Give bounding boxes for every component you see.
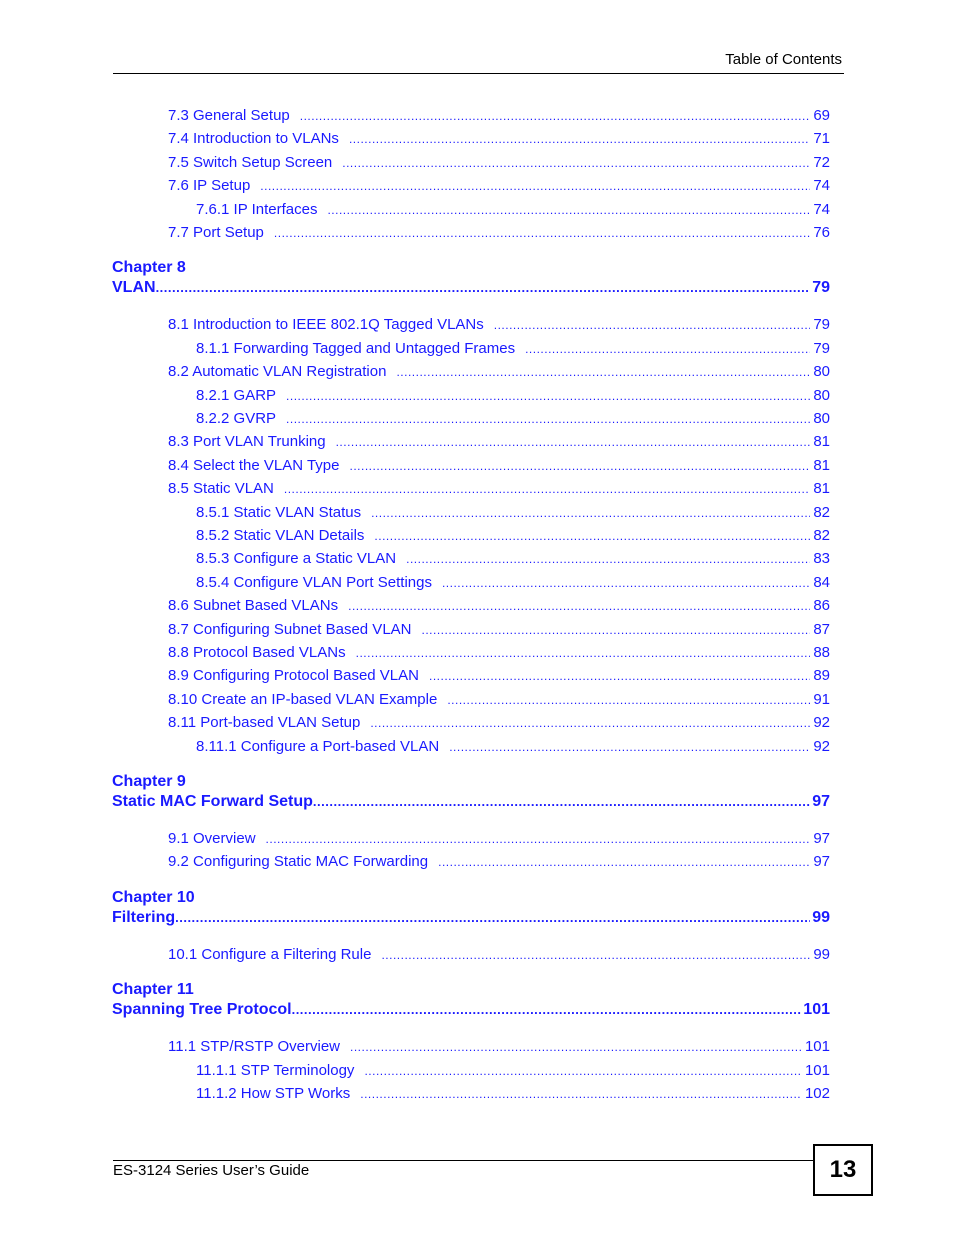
toc-entry-link[interactable]: [196, 201, 830, 218]
toc-entry-link[interactable]: [168, 597, 830, 614]
chapter-label[interactable]: Chapter 10: [112, 888, 195, 906]
toc-entry-page: 101: [804, 1038, 830, 1056]
page-number: 13: [829, 1156, 857, 1183]
toc-entry-link[interactable]: [168, 177, 830, 194]
toc-entry-page: 76: [813, 224, 830, 241]
toc-entry-page: 69: [813, 107, 830, 124]
toc-entry-title: 7.6 IP Setup: [168, 177, 251, 195]
toc-entry-page: 99: [813, 945, 830, 963]
toc-entry-page: 74: [813, 177, 830, 195]
chapter-title-link[interactable]: [112, 909, 830, 927]
toc-entry-title: 8.1.1 Forwarding Tagged and Untagged Frames: [196, 339, 516, 357]
toc-entry-title: 11.1.1 STP Terminology: [196, 1061, 355, 1079]
toc-entry-page: 80: [813, 363, 830, 381]
footer-rule: [113, 1160, 813, 1161]
toc-entry-title: 11.1.2 How STP Works: [196, 1085, 351, 1102]
dot-leader: [260, 177, 810, 194]
toc-entry-title: 8.4 Select the VLAN Type: [168, 456, 340, 474]
chapter-page: 99: [812, 908, 830, 926]
toc-entry-title: 9.2 Configuring Static MAC Forwarding: [168, 853, 429, 871]
dot-leader: [370, 714, 810, 731]
chapter-title: VLAN: [112, 279, 156, 297]
toc-entry-link[interactable]: [196, 1085, 830, 1102]
dot-leader: [525, 340, 810, 357]
toc-entry-page: 97: [813, 830, 830, 847]
dot-leader: [342, 154, 810, 171]
toc-entry-link[interactable]: [196, 550, 830, 567]
toc-entry-page: 84: [813, 573, 830, 591]
dot-leader: [350, 457, 811, 474]
toc-entry-title: 8.9 Configuring Protocol Based VLAN: [168, 667, 419, 685]
toc-entry-title: 8.5 Static VLAN: [168, 480, 274, 498]
toc-entry-title: 9.1 Overview: [168, 830, 256, 847]
chapter-title: Filtering: [112, 908, 176, 926]
dot-leader: [381, 946, 810, 963]
toc-entry-page: 82: [813, 527, 830, 544]
header-rule: [113, 73, 844, 74]
toc-entry-link[interactable]: [196, 504, 830, 521]
dot-leader: [406, 550, 810, 567]
toc-entry-link[interactable]: [168, 644, 830, 661]
dot-leader: [313, 793, 810, 811]
toc-entry-title: 7.5 Switch Setup Screen: [168, 153, 333, 171]
dot-leader: [286, 387, 810, 404]
dot-leader: [266, 830, 811, 847]
toc-entry-title: 7.6.1 IP Interfaces: [196, 200, 318, 218]
toc-entry-page: 102: [804, 1085, 830, 1102]
dot-leader: [449, 738, 810, 755]
dot-leader: [349, 130, 810, 147]
toc-entry-page: 97: [813, 853, 830, 871]
dot-leader: [286, 410, 810, 427]
toc-entry-title: 8.7 Configuring Subnet Based VLAN: [168, 620, 412, 638]
toc-entry-link[interactable]: [196, 387, 830, 404]
toc-entry-link[interactable]: [196, 410, 830, 427]
toc-entry-page: 88: [813, 644, 830, 661]
toc-entry-page: 89: [813, 667, 830, 685]
chapter-page: 79: [812, 279, 830, 297]
toc-entry-title: 8.5.2 Static VLAN Details: [196, 527, 365, 544]
dot-leader: [175, 909, 810, 927]
toc-entry-title: 8.5.4 Configure VLAN Port Settings: [196, 573, 432, 591]
toc-entry-link[interactable]: [168, 621, 830, 638]
toc-entry-page: 86: [813, 597, 830, 615]
toc-entry-link[interactable]: [168, 853, 830, 870]
toc-entry-title: 8.5.3 Configure a Static VLAN: [196, 550, 397, 568]
toc-entry-link[interactable]: [168, 154, 830, 171]
chapter-title-link[interactable]: [112, 1001, 830, 1019]
toc-entry-page: 83: [813, 550, 830, 568]
toc-entry-page: 92: [813, 714, 830, 732]
toc-entry-page: 71: [813, 130, 830, 148]
chapter-title: Spanning Tree Protocol: [112, 1001, 292, 1019]
chapter-label[interactable]: Chapter 11: [112, 981, 194, 999]
dot-leader: [300, 107, 811, 124]
chapter-label[interactable]: Chapter 9: [112, 773, 186, 790]
dot-leader: [438, 853, 810, 870]
toc-entry-link[interactable]: [168, 667, 830, 684]
toc-entry-title: 8.10 Create an IP-based VLAN Example: [168, 690, 438, 708]
toc-entry-title: 11.1 STP/RSTP Overview: [168, 1038, 341, 1056]
dot-leader: [374, 527, 810, 544]
toc-entry-link[interactable]: [196, 574, 830, 591]
toc-entry-title: 10.1 Configure a Filtering Rule: [168, 945, 372, 963]
chapter-page: 101: [803, 1001, 830, 1019]
toc-entry-link[interactable]: [168, 830, 830, 847]
dot-leader: [494, 316, 811, 333]
toc-entry-link[interactable]: [196, 738, 830, 755]
dot-leader: [274, 224, 810, 241]
toc-entry-page: 72: [813, 153, 830, 171]
toc-entry-page: 91: [813, 690, 830, 708]
toc-entry-title: 8.8 Protocol Based VLANs: [168, 644, 346, 661]
footer-guide-title: ES-3124 Series User’s Guide: [113, 1162, 310, 1179]
dot-leader: [327, 201, 810, 218]
dot-leader: [348, 597, 810, 614]
toc-entry-link[interactable]: [168, 714, 830, 731]
toc-entry-link[interactable]: [168, 457, 830, 474]
dot-leader: [356, 644, 811, 661]
toc-entry-page: 81: [813, 480, 830, 498]
toc-entry-title: 8.5.1 Static VLAN Status: [196, 503, 362, 521]
toc-entry-title: 7.7 Port Setup: [168, 224, 264, 241]
dot-leader: [284, 480, 810, 497]
toc-entry-page: 92: [813, 737, 830, 755]
toc-entry-title: 8.3 Port VLAN Trunking: [168, 433, 326, 451]
toc-entry-title: 8.11 Port-based VLAN Setup: [168, 714, 361, 732]
chapter-title: Static MAC Forward Setup: [112, 793, 313, 810]
dot-leader: [292, 1001, 802, 1019]
toc-entry-title: 8.2.2 GVRP: [196, 410, 277, 427]
dot-leader: [364, 1062, 802, 1079]
dot-leader: [396, 363, 810, 380]
toc-entry-title: 8.2 Automatic VLAN Registration: [168, 363, 387, 381]
dot-leader: [447, 691, 810, 708]
toc-entry-link[interactable]: [168, 1038, 830, 1055]
toc-entry-link[interactable]: [168, 363, 830, 380]
toc-entry-page: 81: [813, 456, 830, 474]
chapter-page: 97: [812, 793, 830, 810]
toc-entry-page: 80: [813, 386, 830, 404]
toc-entry-title: 7.4 Introduction to VLANs: [168, 130, 339, 148]
header-section: Table of Contents: [725, 51, 842, 68]
toc-entry-link[interactable]: [196, 340, 830, 357]
toc-entry-page: 82: [813, 503, 830, 521]
toc-entry-link[interactable]: [168, 316, 830, 333]
toc-entry-link[interactable]: [168, 130, 830, 147]
toc-entry-title: 8.6 Subnet Based VLANs: [168, 597, 339, 615]
dot-leader: [360, 1085, 802, 1102]
dot-leader: [429, 667, 810, 684]
chapter-title-link[interactable]: [112, 793, 830, 811]
toc-entry-link[interactable]: [168, 946, 830, 963]
toc-entry-title: 7.3 General Setup: [168, 107, 290, 124]
toc-entry-link[interactable]: [196, 527, 830, 544]
dot-leader: [422, 621, 811, 638]
toc-entry-page: 81: [813, 433, 830, 451]
toc-entry-page: 80: [813, 410, 830, 427]
toc-entry-link[interactable]: [168, 480, 830, 497]
toc-entry-page: 79: [813, 316, 830, 334]
dot-leader: [156, 279, 811, 297]
chapter-title-link[interactable]: [112, 279, 830, 297]
toc-entry-link[interactable]: [168, 691, 830, 708]
toc-entry-title: 8.2.1 GARP: [196, 386, 277, 404]
dot-leader: [442, 574, 810, 591]
dot-leader: [350, 1038, 802, 1055]
page-number-box: [813, 1144, 873, 1196]
toc-entry-page: 87: [813, 620, 830, 638]
dot-leader: [371, 504, 810, 521]
toc-entry-link[interactable]: [168, 224, 830, 241]
dot-leader: [336, 433, 811, 450]
toc-entry-page: 74: [813, 200, 830, 218]
toc-entry-link[interactable]: [168, 433, 830, 450]
toc-entry-page: 79: [813, 339, 830, 357]
toc-entry-title: 8.1 Introduction to IEEE 802.1Q Tagged VLANs: [168, 316, 484, 334]
toc-entry-page: 101: [804, 1061, 830, 1079]
chapter-label[interactable]: Chapter 8: [112, 259, 186, 277]
toc-entry-link[interactable]: [168, 107, 830, 124]
toc-entry-title: 8.11.1 Configure a Port-based VLAN: [196, 737, 440, 755]
toc-entry-link[interactable]: [196, 1062, 830, 1079]
